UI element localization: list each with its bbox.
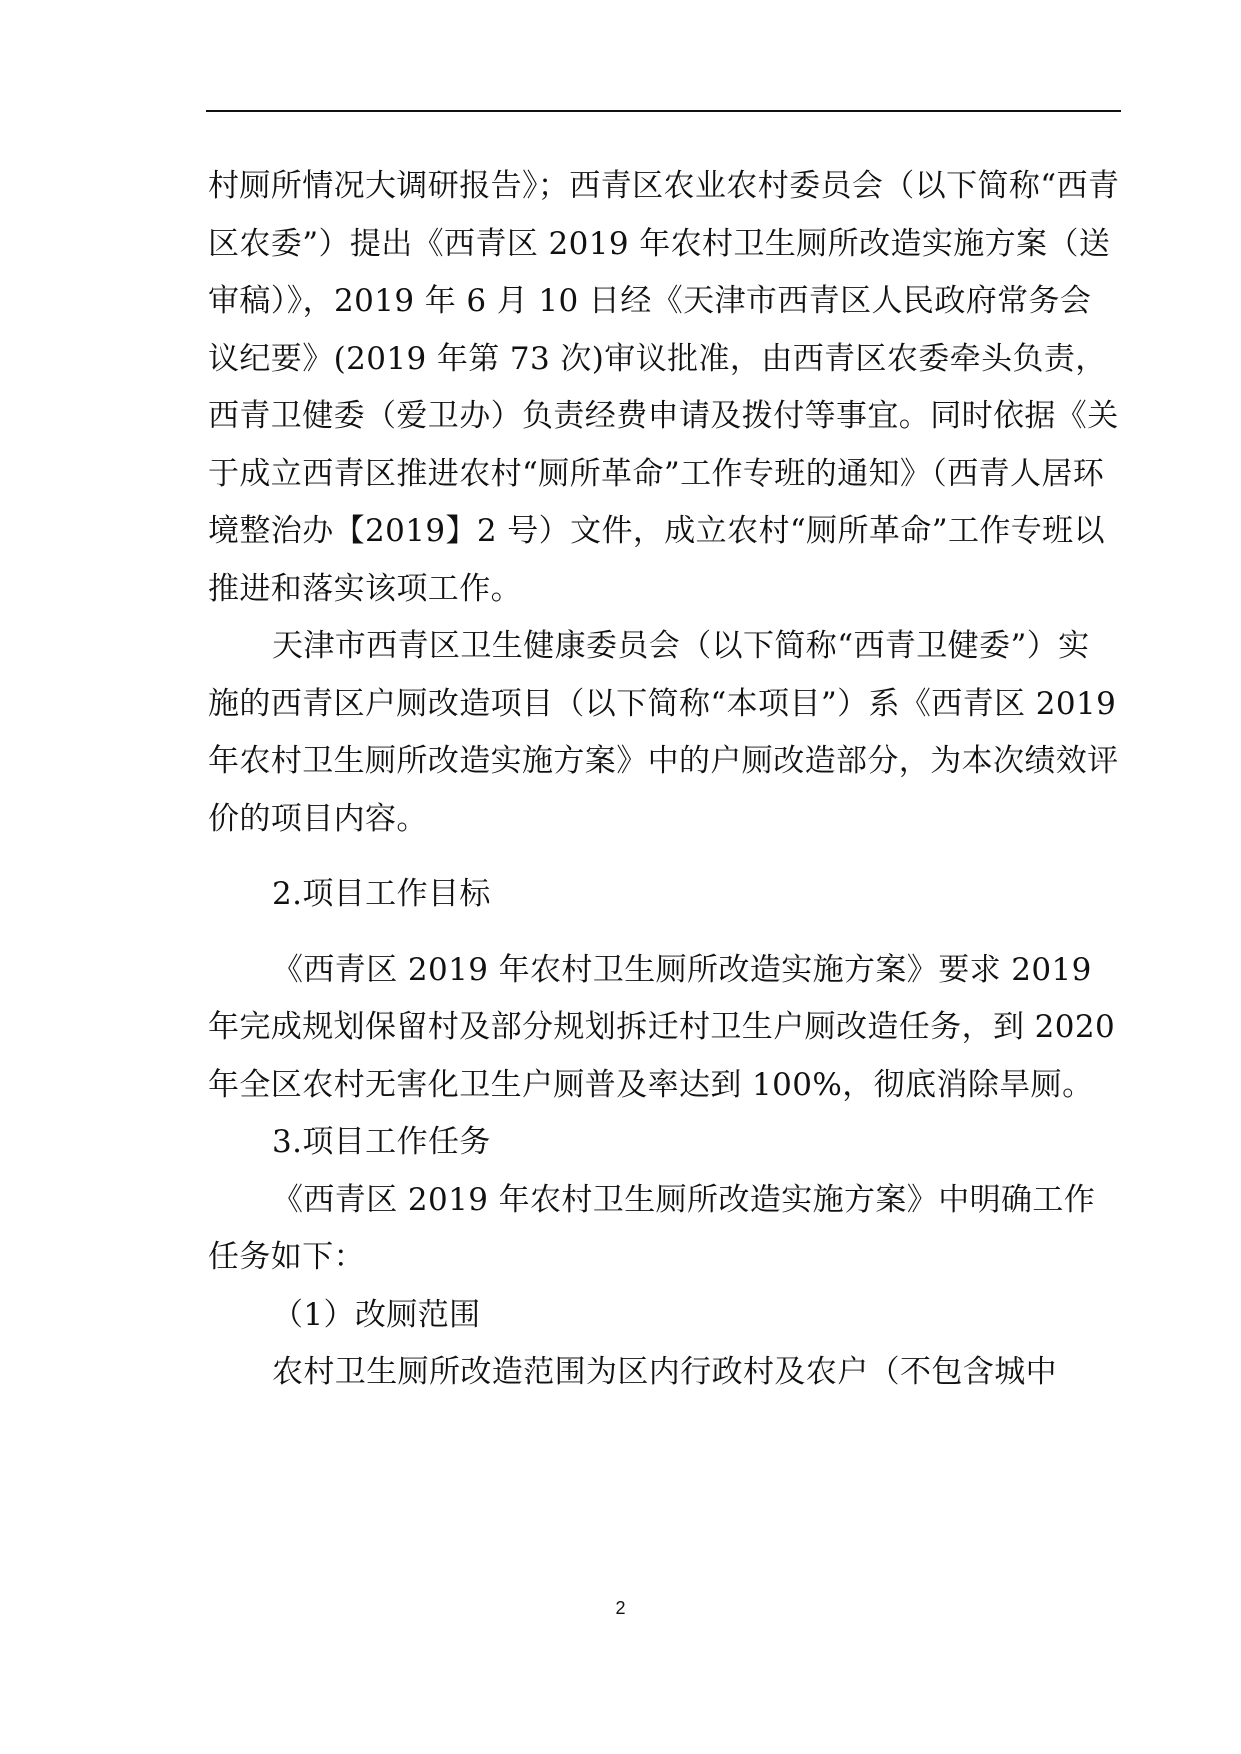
paragraph-work-tasks: 《西青区 2019 年农村卫生厕所改造实施方案》中明确工作任务如下：: [208, 1181, 1096, 1275]
paragraph-project-description: 天津市西青区卫生健康委员会（以下简称“西青卫健委”）实施的西青区户厕改造项目（以下简称“本项目”）系《西青区 2019 年农村卫生厕所改造实施方案》中的户厕改造部分，为本次绩效评价的项目内容。: [208, 628, 1119, 837]
header-rule: [206, 110, 1121, 112]
section-heading-work-goal: 2.项目工作目标: [272, 876, 491, 912]
paragraph-continuation: 村厕所情况大调研报告》；西青区农业农村委员会（以下简称“西青区农委”）提出《西青区 2019 年农村卫生厕所改造实施方案（送审稿）》，2019 年 6 月 10 日经《天津市西青区人民政府常务会议纪要》(2019 年第 73 次)审议批准，由西青区农委牵头负责，西青卫健委（爱卫办）负责经费申请及拨付等事宜。同时依据《关于成立西青区推进农村“厕所革命”工作专班的通知》（西青人居环境整治办【2019】2 号）文件，成立农村“厕所革命”工作专班以推进和落实该项工作。: [208, 168, 1120, 607]
paragraph-work-goal: 《西青区 2019 年农村卫生厕所改造实施方案》要求 2019 年完成规划保留村及部分规划拆迁村卫生户厕改造任务，到 2020 年全区农村无害化卫生户厕普及率达到 100%，彻底消除旱厕。: [208, 951, 1116, 1103]
page-number: 2: [615, 1598, 626, 1618]
section-heading-work-tasks: 3.项目工作任务: [272, 1124, 491, 1160]
subheading-scope: （1）改厕范围: [272, 1296, 481, 1333]
paragraph-scope: 农村卫生厕所改造范围为区内行政村及农户（不包含城中: [272, 1354, 1057, 1390]
document-body: [208, 158, 1120, 1402]
